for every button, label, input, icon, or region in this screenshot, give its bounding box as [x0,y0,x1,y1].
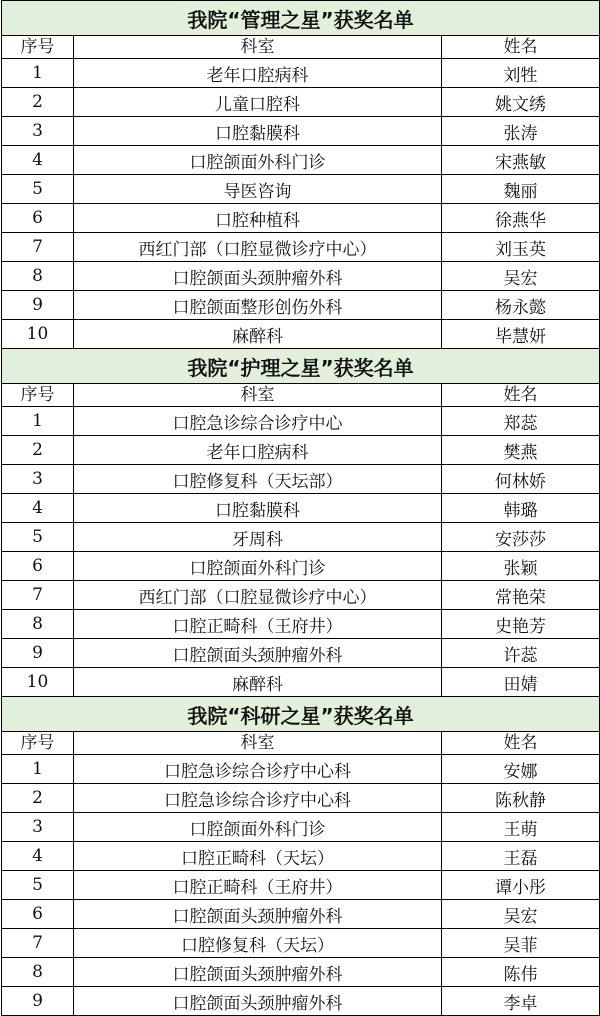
name-cell: 杨永懿 [442,291,600,320]
name-cell: 田婧 [442,668,600,697]
name-cell: 何林娇 [442,465,600,494]
index-cell: 8 [2,610,74,639]
name-cell: 陈伟 [442,958,600,987]
name-cell: 安莎莎 [442,523,600,552]
index-cell: 9 [2,639,74,668]
header-name: 姓名 [442,732,600,755]
index-cell: 4 [2,842,74,871]
table-row [2,117,600,146]
section-title-row [2,349,600,384]
section-title-row [2,697,600,732]
table-row [2,900,600,929]
header-department: 科室 [74,732,442,755]
column-header-row [2,36,600,59]
column-header-row [2,384,600,407]
name-cell: 吴菲 [442,929,600,958]
table-row [2,465,600,494]
header-name: 姓名 [442,36,600,59]
department-cell: 口腔颌面头颈肿瘤外科 [74,958,442,987]
table-row [2,146,600,175]
index-cell: 6 [2,204,74,233]
department-cell: 老年口腔病科 [74,59,442,88]
department-cell: 儿童口腔科 [74,88,442,117]
index-cell: 7 [2,581,74,610]
table-row [2,204,600,233]
header-index: 序号 [2,36,74,59]
name-cell: 王萌 [442,813,600,842]
table-row [2,262,600,291]
index-cell: 5 [2,175,74,204]
name-cell: 陈秋静 [442,784,600,813]
index-cell: 7 [2,233,74,262]
table-row [2,552,600,581]
department-cell: 口腔急诊综合诊疗中心科 [74,755,442,784]
index-cell: 2 [2,436,74,465]
name-cell: 刘牲 [442,59,600,88]
index-cell: 3 [2,465,74,494]
header-department: 科室 [74,384,442,407]
index-cell: 6 [2,900,74,929]
name-cell: 毕慧妍 [442,320,600,349]
name-cell: 常艳荣 [442,581,600,610]
name-cell: 吴宏 [442,900,600,929]
table-row [2,88,600,117]
section-title: 我院“科研之星”获奖名单 [2,697,600,732]
section-title: 我院“护理之星”获奖名单 [2,349,600,384]
header-index: 序号 [2,384,74,407]
table-row [2,639,600,668]
table-row [2,784,600,813]
table-row [2,436,600,465]
award-table-body [2,1,600,1016]
name-cell: 刘玉英 [442,233,600,262]
award-table [1,0,600,1016]
index-cell: 7 [2,929,74,958]
table-row [2,175,600,204]
department-cell: 口腔颌面头颈肿瘤外科 [74,639,442,668]
department-cell: 口腔颌面外科门诊 [74,552,442,581]
index-cell: 8 [2,262,74,291]
name-cell: 史艳芳 [442,610,600,639]
department-cell: 麻醉科 [74,320,442,349]
index-cell: 6 [2,552,74,581]
header-index: 序号 [2,732,74,755]
table-row [2,668,600,697]
index-cell: 2 [2,784,74,813]
department-cell: 口腔种植科 [74,204,442,233]
index-cell: 3 [2,813,74,842]
department-cell: 西红门部（口腔显微诊疗中心） [74,233,442,262]
section-title: 我院“管理之星”获奖名单 [2,1,600,36]
name-cell: 张颖 [442,552,600,581]
name-cell: 宋燕敏 [442,146,600,175]
name-cell: 韩璐 [442,494,600,523]
section-title-row [2,1,600,36]
name-cell: 徐燕华 [442,204,600,233]
header-department: 科室 [74,36,442,59]
department-cell: 口腔正畸科（王府井） [74,871,442,900]
table-row [2,581,600,610]
index-cell: 4 [2,146,74,175]
table-row [2,610,600,639]
table-row [2,59,600,88]
department-cell: 口腔修复科（天坛） [74,929,442,958]
department-cell: 口腔正畸科（王府井） [74,610,442,639]
department-cell: 口腔颌面整形创伤外科 [74,291,442,320]
column-header-row [2,732,600,755]
table-row [2,494,600,523]
department-cell: 口腔颌面外科门诊 [74,813,442,842]
index-cell: 1 [2,59,74,88]
table-row [2,755,600,784]
department-cell: 口腔正畸科（天坛） [74,842,442,871]
table-row [2,291,600,320]
department-cell: 口腔修复科（天坛部） [74,465,442,494]
table-row [2,871,600,900]
department-cell: 口腔颌面外科门诊 [74,146,442,175]
table-row [2,958,600,987]
table-row [2,813,600,842]
table-row [2,929,600,958]
name-cell: 王磊 [442,842,600,871]
department-cell: 麻醉科 [74,668,442,697]
name-cell: 吴宏 [442,262,600,291]
index-cell: 4 [2,494,74,523]
department-cell: 西红门部（口腔显微诊疗中心） [74,581,442,610]
name-cell: 魏丽 [442,175,600,204]
department-cell: 口腔颌面头颈肿瘤外科 [74,262,442,291]
name-cell: 樊燕 [442,436,600,465]
department-cell: 口腔黏膜科 [74,494,442,523]
department-cell: 口腔急诊综合诊疗中心 [74,407,442,436]
index-cell: 2 [2,88,74,117]
index-cell: 1 [2,407,74,436]
table-row [2,987,600,1016]
name-cell: 姚文绣 [442,88,600,117]
department-cell: 口腔颌面头颈肿瘤外科 [74,900,442,929]
name-cell: 安娜 [442,755,600,784]
index-cell: 5 [2,871,74,900]
name-cell: 郑蕊 [442,407,600,436]
name-cell: 李卓 [442,987,600,1016]
index-cell: 9 [2,291,74,320]
index-cell: 10 [2,668,74,697]
index-cell: 1 [2,755,74,784]
department-cell: 导医咨询 [74,175,442,204]
department-cell: 牙周科 [74,523,442,552]
table-row [2,842,600,871]
name-cell: 张涛 [442,117,600,146]
index-cell: 5 [2,523,74,552]
table-row [2,407,600,436]
department-cell: 口腔黏膜科 [74,117,442,146]
index-cell: 9 [2,987,74,1016]
table-row [2,320,600,349]
department-cell: 老年口腔病科 [74,436,442,465]
index-cell: 3 [2,117,74,146]
table-row [2,523,600,552]
name-cell: 许蕊 [442,639,600,668]
header-name: 姓名 [442,384,600,407]
department-cell: 口腔急诊综合诊疗中心科 [74,784,442,813]
department-cell: 口腔颌面头颈肿瘤外科 [74,987,442,1016]
table-row [2,233,600,262]
index-cell: 8 [2,958,74,987]
name-cell: 谭小彤 [442,871,600,900]
index-cell: 10 [2,320,74,349]
